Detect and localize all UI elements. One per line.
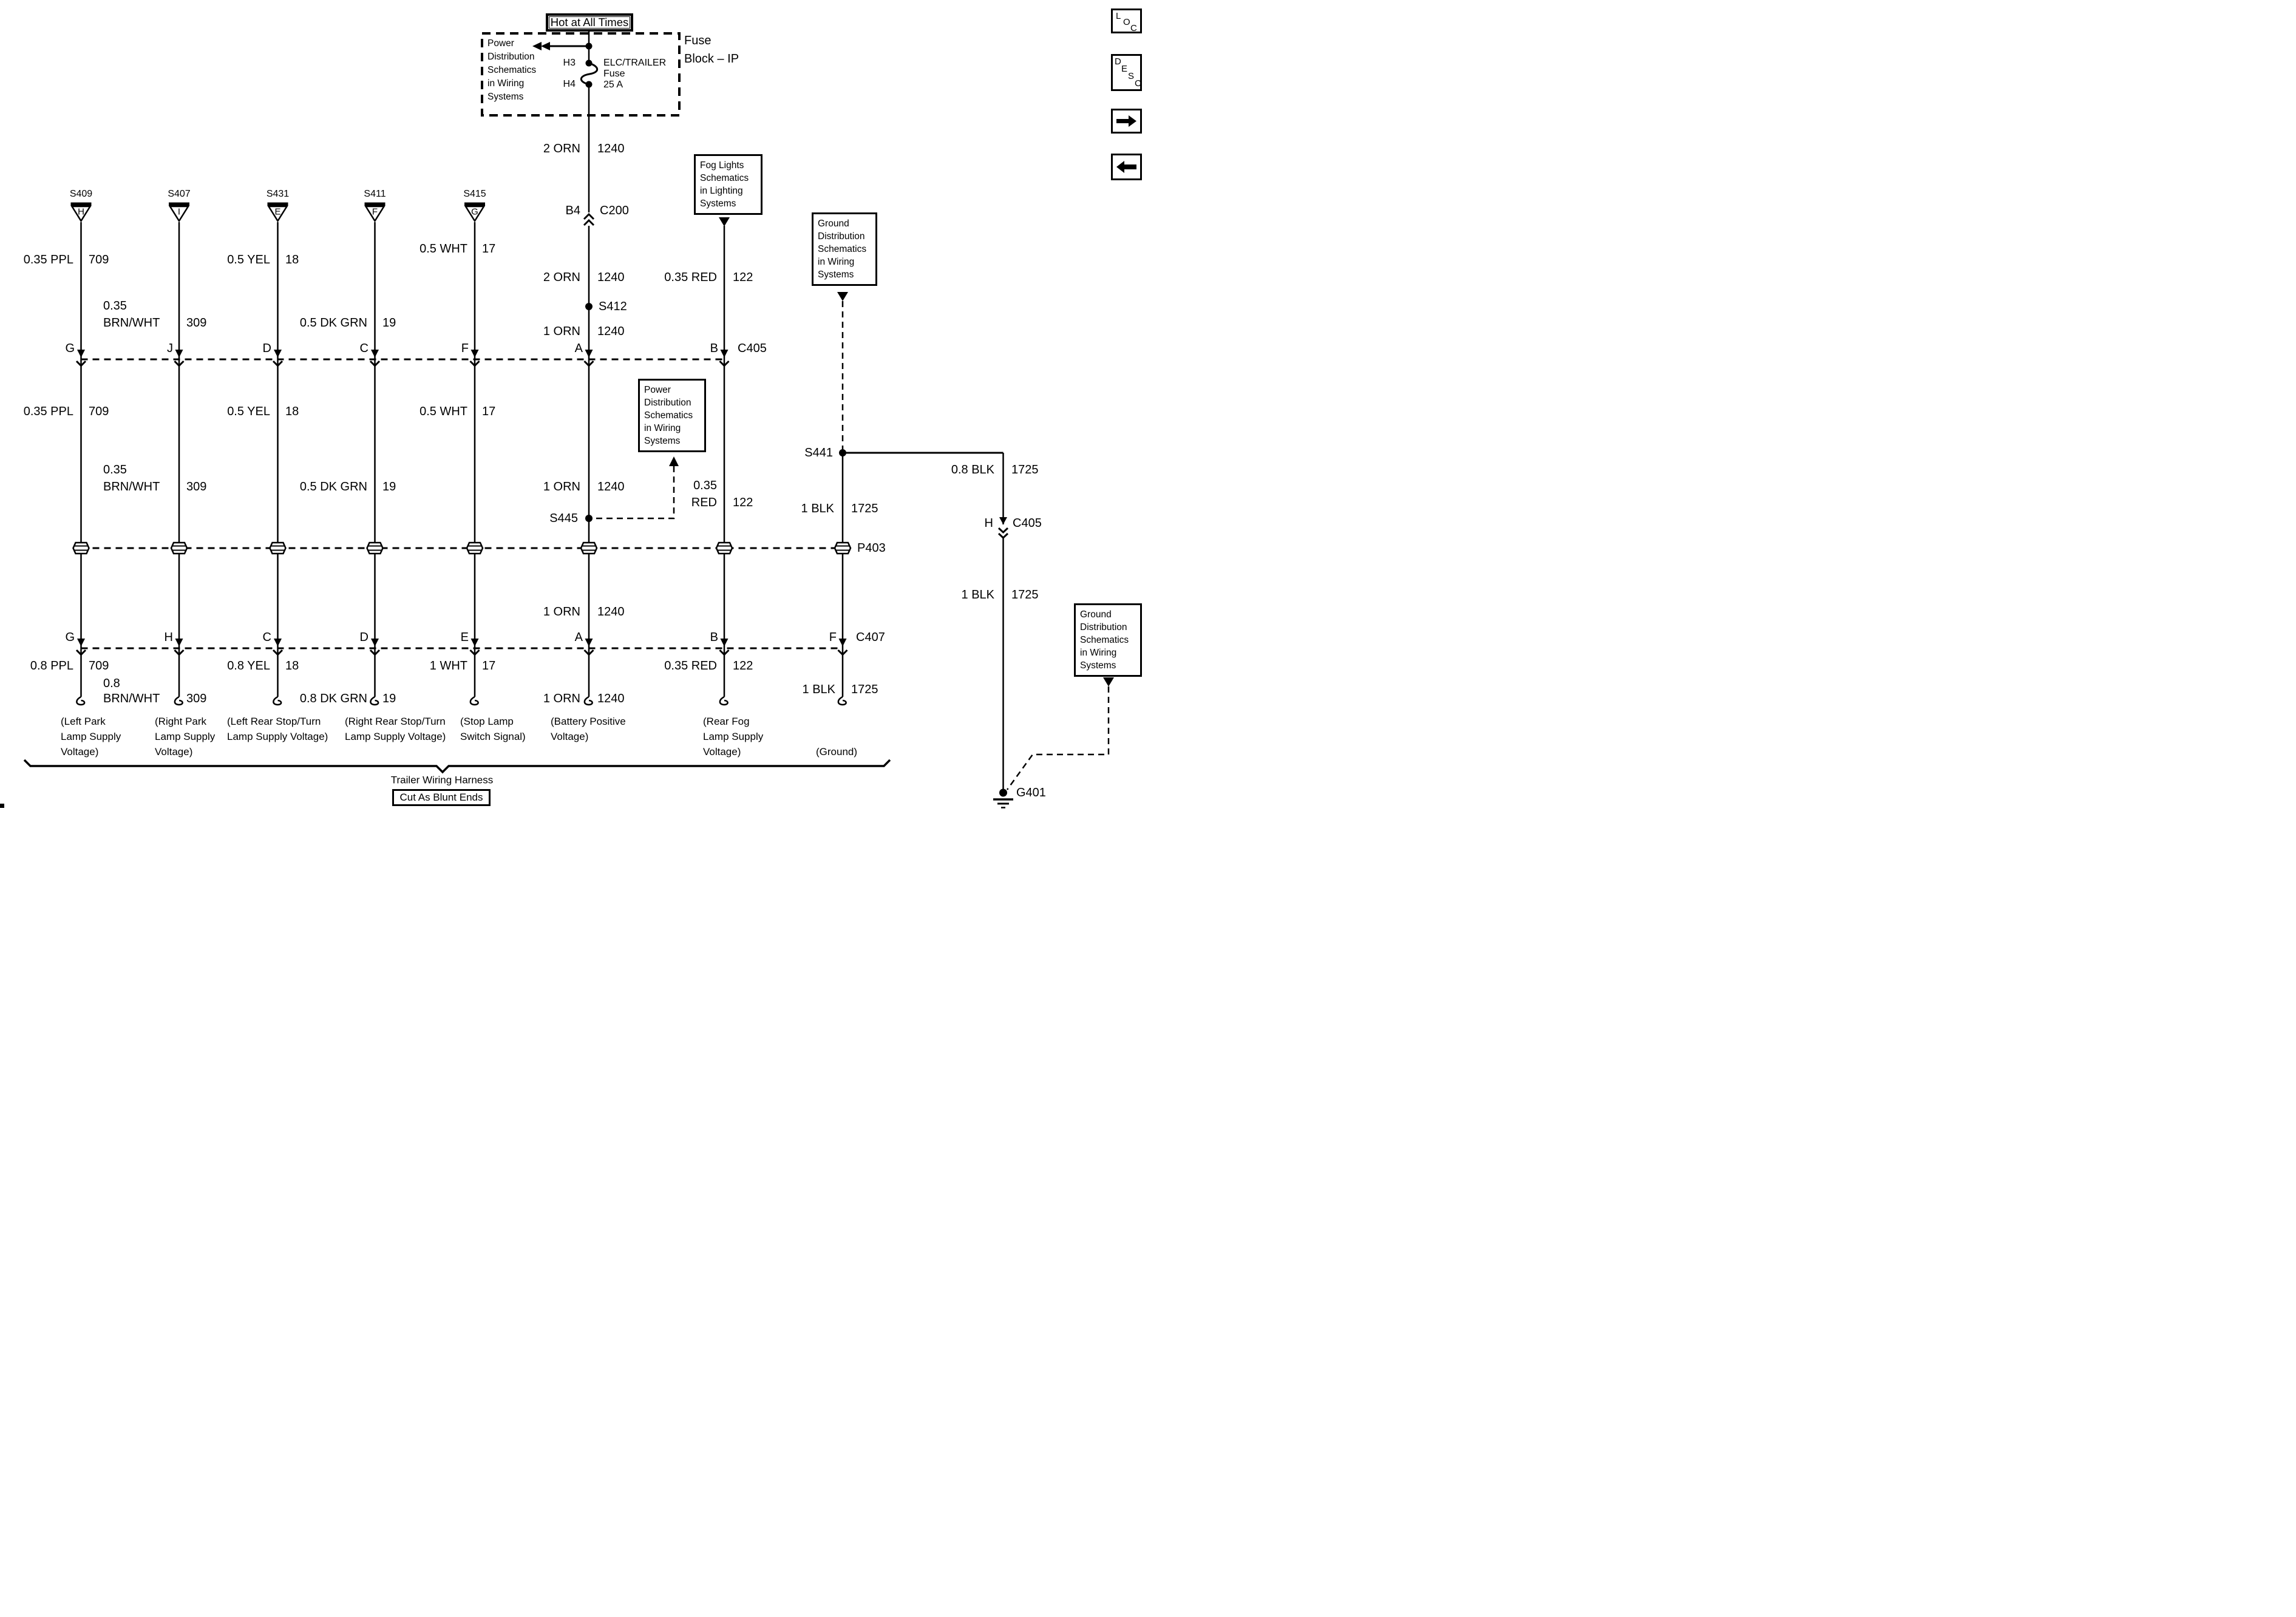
circuit-number-label: 18 bbox=[285, 405, 299, 418]
reference-dashed-wire bbox=[594, 301, 1109, 790]
circuit-number-label: 17 bbox=[482, 405, 496, 418]
fuse-rating-label: 25 A bbox=[603, 80, 623, 90]
circuit-number-label: 122 bbox=[733, 659, 753, 673]
connector-arrow-icon bbox=[76, 350, 847, 655]
description-line: Voltage) bbox=[61, 746, 99, 758]
wire-size-label: 1 ORN bbox=[543, 480, 580, 493]
right-arrow-icon bbox=[1113, 110, 1140, 132]
hot-at-all-times-label: Hot at All Times bbox=[549, 16, 630, 29]
description-line: (Left Rear Stop/Turn bbox=[227, 716, 321, 727]
description-line: Voltage) bbox=[703, 746, 741, 758]
fuse-element-icon bbox=[581, 60, 597, 88]
note-line: Schematics bbox=[487, 65, 537, 75]
connector-name-label: C405 bbox=[1013, 517, 1042, 530]
note-line: Systems bbox=[487, 92, 524, 102]
connector-pin-label: H bbox=[984, 517, 993, 530]
circuit-number-label: 18 bbox=[285, 253, 299, 266]
description-line: (Stop Lamp bbox=[460, 716, 514, 727]
wires bbox=[81, 31, 1004, 789]
wire-size-label: 1 ORN bbox=[543, 325, 580, 338]
fog-lights-reference-box bbox=[694, 154, 763, 215]
desc-letter: S bbox=[1128, 71, 1135, 81]
note-line: in Lighting bbox=[700, 186, 743, 196]
wire-size-label: 1 WHT bbox=[429, 659, 467, 673]
signal-description bbox=[816, 744, 857, 759]
description-line: (Battery Positive bbox=[551, 716, 626, 727]
splice-name-label: S415 bbox=[463, 189, 486, 199]
circuit-number-label: 19 bbox=[382, 692, 396, 705]
connector-pin-label: D bbox=[262, 342, 271, 355]
description-line: Lamp Supply bbox=[155, 731, 216, 742]
wire-size-label: 2 ORN bbox=[543, 271, 580, 284]
splice-name-label: S445 bbox=[549, 512, 578, 525]
circuit-number-label: 1725 bbox=[851, 683, 878, 696]
description-line: Lamp Supply Voltage) bbox=[345, 731, 446, 742]
left-arrow-icon bbox=[1113, 155, 1140, 178]
splice-name-label: S411 bbox=[364, 189, 386, 199]
note-line: Systems bbox=[700, 198, 736, 209]
cut-as-blunt-ends-label: Cut As Blunt Ends bbox=[399, 792, 483, 803]
connector-pin-label: C bbox=[262, 631, 271, 644]
signal-description bbox=[703, 714, 763, 759]
circuit-number-label: 709 bbox=[89, 405, 109, 418]
splice-name-label: S431 bbox=[266, 189, 290, 199]
connector-pin-label: B4 bbox=[565, 204, 580, 217]
splice-name-label: S407 bbox=[168, 189, 191, 199]
loc-letter: L bbox=[1116, 11, 1121, 21]
description-line: (Rear Fog bbox=[703, 716, 750, 727]
wire-size-label: 0.8 BLK bbox=[951, 463, 994, 476]
connector-pin-label: G bbox=[65, 342, 75, 355]
circuit-number-label: 1240 bbox=[597, 271, 625, 284]
wire-size-label: 1 BLK bbox=[801, 502, 834, 515]
inline-connector-icon bbox=[999, 517, 1008, 538]
loc-button[interactable] bbox=[1111, 8, 1142, 33]
schematic-geometry bbox=[0, 0, 1148, 808]
connector-pin-label: G bbox=[65, 631, 75, 644]
ground-distribution-reference-box bbox=[1074, 603, 1142, 677]
wire-size-label: 0.8 DK GRN bbox=[299, 692, 367, 705]
splice-name-label: S409 bbox=[69, 189, 93, 199]
description-line: Lamp Supply bbox=[61, 731, 121, 742]
circuit-number-label: 1240 bbox=[597, 605, 625, 619]
description-line: Voltage) bbox=[155, 746, 193, 758]
circuit-number-label: 19 bbox=[382, 316, 396, 330]
ground-name-label: G401 bbox=[1016, 786, 1046, 799]
signal-description bbox=[155, 714, 215, 759]
connector-pin-label: F bbox=[829, 631, 837, 644]
desc-letter: C bbox=[1135, 78, 1141, 89]
circuit-number-label: 1725 bbox=[1011, 463, 1039, 476]
note-line: Distribution bbox=[1080, 622, 1127, 632]
connector-pin-label: J bbox=[167, 342, 173, 355]
fuse-pin-label: H3 bbox=[563, 58, 576, 68]
circuit-number-label: 1240 bbox=[597, 142, 625, 155]
fuse-name-label: Fuse bbox=[603, 69, 625, 79]
description-line: (Left Park bbox=[61, 716, 106, 727]
note-line: Systems bbox=[644, 436, 681, 446]
wire-size-label: 0.5 DK GRN bbox=[299, 316, 367, 330]
description-line: Switch Signal) bbox=[460, 731, 526, 742]
wire-size-label: 1 BLK bbox=[802, 683, 835, 696]
wire-size-label: 1 ORN bbox=[543, 605, 580, 619]
note-line: Schematics bbox=[644, 410, 693, 421]
wire-color-label: BRN/WHT bbox=[103, 316, 160, 330]
fuse-pin-label: H4 bbox=[563, 79, 576, 89]
note-line: Schematics bbox=[818, 244, 867, 254]
wire-size-label: 0.8 bbox=[103, 677, 120, 690]
note-line: Distribution bbox=[487, 52, 535, 62]
wire-size-label: 0.5 YEL bbox=[227, 405, 270, 418]
wire-size-label: 2 ORN bbox=[543, 142, 580, 155]
wire-size-label: 0.35 RED bbox=[664, 271, 717, 284]
circuit-number-label: 709 bbox=[89, 659, 109, 673]
note-line: in Wiring bbox=[644, 423, 681, 433]
wire-size-label: 1 BLK bbox=[961, 588, 994, 602]
wire-size-label: 0.35 bbox=[103, 299, 127, 313]
previous-page-button[interactable] bbox=[1111, 154, 1142, 180]
note-line: Power bbox=[487, 38, 514, 49]
splice-pin-label: G bbox=[471, 206, 478, 217]
connector-pin-label: C bbox=[359, 342, 369, 355]
circuit-number-label: 1725 bbox=[851, 502, 878, 515]
connector-name-label: C407 bbox=[856, 631, 885, 644]
wire-color-label: RED bbox=[691, 496, 717, 509]
note-line: in Wiring bbox=[487, 78, 525, 89]
connector-pin-label: F bbox=[461, 342, 469, 355]
circuit-number-label: 309 bbox=[186, 480, 207, 493]
splice-pin-label: I bbox=[177, 206, 181, 217]
loc-letter: O bbox=[1123, 17, 1130, 27]
note-line: Schematics bbox=[700, 173, 749, 183]
circuit-number-label: 17 bbox=[482, 659, 496, 673]
splice-pin-label: E bbox=[274, 206, 281, 217]
connector-name-label: C200 bbox=[600, 204, 629, 217]
connector-name-label: P403 bbox=[857, 541, 886, 555]
wire-size-label: 0.35 PPL bbox=[23, 253, 73, 266]
harness-title: Trailer Wiring Harness bbox=[390, 774, 494, 786]
wire-size-label: 0.5 WHT bbox=[419, 405, 467, 418]
description-line: Voltage) bbox=[551, 731, 589, 742]
connector-row-dashed-line bbox=[81, 359, 843, 648]
circuit-number-label: 1240 bbox=[597, 480, 625, 493]
next-page-button[interactable] bbox=[1111, 109, 1142, 134]
circuit-number-label: 309 bbox=[186, 316, 207, 330]
connector-pin-label: A bbox=[574, 631, 583, 644]
desc-letter: D bbox=[1115, 56, 1121, 67]
note-line: Fog Lights bbox=[700, 160, 744, 171]
splice-pin-label: H bbox=[78, 206, 84, 217]
circuit-number-label: 709 bbox=[89, 253, 109, 266]
note-line: in Wiring bbox=[818, 257, 855, 267]
circuit-number-label: 122 bbox=[733, 271, 753, 284]
note-line: Systems bbox=[818, 270, 854, 280]
wire-size-label: 0.35 PPL bbox=[23, 405, 73, 418]
note-line: Distribution bbox=[644, 398, 691, 408]
circuit-number-label: 122 bbox=[733, 496, 753, 509]
desc-button[interactable] bbox=[1111, 54, 1142, 91]
note-line: Schematics bbox=[1080, 635, 1129, 645]
description-line: (Right Rear Stop/Turn bbox=[345, 716, 446, 727]
fuse-block-title: Fuse bbox=[684, 34, 712, 47]
splice-name-label: S412 bbox=[599, 300, 627, 313]
page-corner-mark bbox=[0, 804, 4, 808]
note-line: Ground bbox=[1080, 609, 1112, 620]
wire-size-label: 0.35 bbox=[693, 479, 717, 492]
note-line: Distribution bbox=[818, 231, 865, 242]
signal-description bbox=[345, 714, 446, 744]
splice-pin-label: F bbox=[372, 206, 378, 217]
ground-symbol-icon bbox=[993, 789, 1013, 808]
wire-color-label: BRN/WHT bbox=[103, 480, 160, 493]
circuit-number-label: 19 bbox=[382, 480, 396, 493]
wiring-diagram-page bbox=[0, 0, 1148, 808]
signal-description bbox=[551, 714, 626, 744]
loc-letter: C bbox=[1130, 23, 1137, 33]
signal-description bbox=[227, 714, 328, 744]
fuse-block-note bbox=[487, 37, 536, 104]
description-line: Lamp Supply bbox=[703, 731, 764, 742]
wire-size-label: 0.35 bbox=[103, 463, 127, 476]
power-distribution-reference-box bbox=[638, 379, 706, 452]
ground-distribution-reference-box bbox=[812, 212, 877, 286]
harness-brace bbox=[24, 760, 890, 772]
connector-pin-label: B bbox=[710, 342, 718, 355]
circuit-number-label: 1240 bbox=[597, 325, 625, 338]
wire-size-label: 0.8 PPL bbox=[30, 659, 73, 673]
circuit-number-label: 1240 bbox=[597, 692, 625, 705]
fuse-block-title: Block – IP bbox=[684, 52, 739, 66]
note-line: in Wiring bbox=[1080, 648, 1117, 658]
wire-size-label: 0.5 YEL bbox=[227, 253, 270, 266]
wire-size-label: 0.5 WHT bbox=[419, 242, 467, 256]
circuit-number-label: 17 bbox=[482, 242, 496, 256]
description-line: Lamp Supply Voltage) bbox=[227, 731, 328, 742]
connector-pin-label: A bbox=[574, 342, 583, 355]
note-line: Ground bbox=[818, 219, 849, 229]
connector-pin-label: H bbox=[164, 631, 173, 644]
connector-pin-label: E bbox=[460, 631, 469, 644]
wire-size-label: 0.35 RED bbox=[664, 659, 717, 673]
description-line: (Ground) bbox=[816, 746, 858, 758]
connector-pin-label: D bbox=[359, 631, 369, 644]
wire-size-label: 0.8 YEL bbox=[227, 659, 270, 673]
circuit-number-label: 1725 bbox=[1011, 588, 1039, 602]
signal-description bbox=[61, 714, 121, 759]
desc-letter: E bbox=[1121, 64, 1128, 74]
splice-name-label: S441 bbox=[804, 446, 833, 459]
signal-description bbox=[460, 714, 526, 744]
connector-name-label: C405 bbox=[738, 342, 767, 355]
wire-size-label: 0.5 DK GRN bbox=[299, 480, 367, 493]
connector-pin-label: B bbox=[710, 631, 718, 644]
description-line: (Right Park bbox=[155, 716, 207, 727]
reference-arrow-icon bbox=[532, 42, 589, 50]
inline-connector-chevron-icon bbox=[584, 214, 594, 225]
fuse-name-label: ELC/TRAILER bbox=[603, 58, 667, 68]
note-line: Systems bbox=[1080, 660, 1116, 671]
cut-as-blunt-ends-box bbox=[392, 789, 491, 806]
circuit-number-label: 309 bbox=[186, 692, 207, 705]
wire-color-label: BRN/WHT bbox=[103, 692, 160, 705]
hot-at-all-times-box bbox=[546, 13, 633, 32]
wire-size-label: 1 ORN bbox=[543, 692, 580, 705]
circuit-number-label: 18 bbox=[285, 659, 299, 673]
note-line: Power bbox=[644, 385, 671, 395]
